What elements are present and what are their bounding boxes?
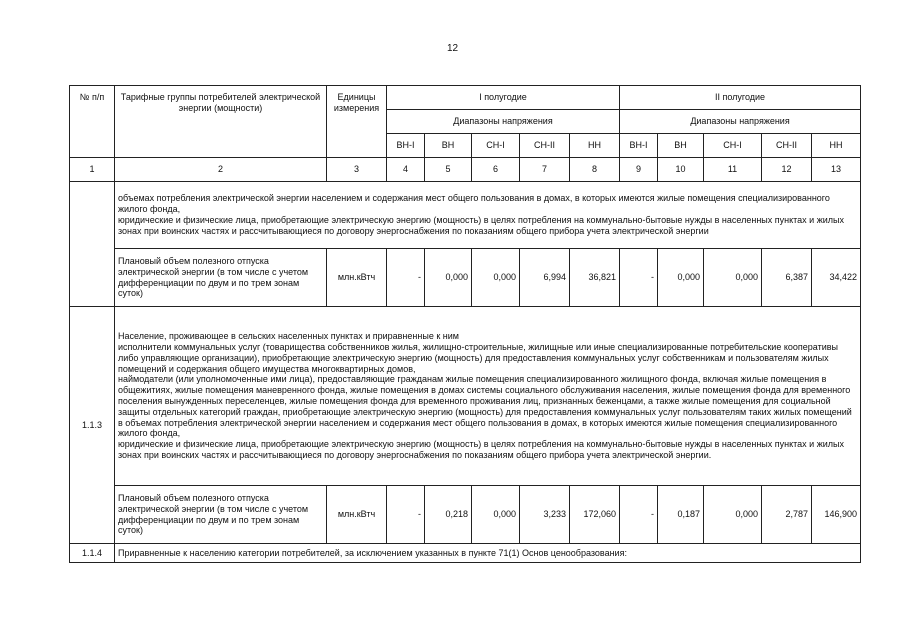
planned-volume-label: Плановый объем полезного отпуска электрической энергии (в том числе с учетом дифференциации по двум и по трем зонам суток) xyxy=(115,249,327,307)
unit-cell: млн.кВтч xyxy=(327,249,387,307)
value-cell: 6,994 xyxy=(520,249,570,307)
col-header-ranges-2: Диапазоны напряжения xyxy=(620,110,861,134)
row-description xyxy=(115,182,861,249)
col-number: 7 xyxy=(520,158,570,182)
voltage-level: ВН-I xyxy=(387,134,425,158)
col-number: 9 xyxy=(620,158,658,182)
value-cell: - xyxy=(387,486,425,544)
description-line: Приравненные к населению категории потребителей, за исключением указанных в пункте 71(1) Основ ценообразования: xyxy=(118,547,627,558)
table-row-group-continued xyxy=(70,182,861,249)
unit-cell: млн.кВтч xyxy=(327,486,387,544)
col-number: 6 xyxy=(472,158,520,182)
value-cell: 0,000 xyxy=(704,249,762,307)
voltage-level: СН-II xyxy=(762,134,812,158)
page-number: 12 xyxy=(446,43,459,54)
row-number: 1.1.4 xyxy=(70,544,115,563)
col-header-group: Тарифные группы потребителей электрической энергии (мощности) xyxy=(115,86,327,158)
col-header-half2: II полугодие xyxy=(620,86,861,110)
voltage-level: ВН-I xyxy=(620,134,658,158)
value-cell: 0,218 xyxy=(425,486,472,544)
row-description xyxy=(115,307,861,486)
col-number: 12 xyxy=(762,158,812,182)
col-number: 8 xyxy=(570,158,620,182)
col-number: 11 xyxy=(704,158,762,182)
table-row-group-1-1-4 xyxy=(70,544,861,563)
value-cell: 2,787 xyxy=(762,486,812,544)
header-row-col-numbers xyxy=(70,158,861,182)
voltage-level: НН xyxy=(812,134,861,158)
table-row-planned xyxy=(70,486,861,544)
description-line: наймодатели (или уполномоченные ими лица), предоставляющие гражданам жилые помещения специализированного жилищного фонда, включая жилые помещения в общежитиях, жилые помещения маневренного фонда, жилые помещения в домах системы социального обслуживания населения, жилые помещения фонда для временного поселения вынужденных переселенцев, жилые помещения фонда для временного проживания лиц, признанных беженцами, а также жилые помещения для социальной защиты отдельных категорий граждан, приобретающие электрическую энергию (мощность) для предоставления коммунальных услуг пользователям таких жилых помещений в объемах потребления электрической энергии населением и содержания мест общего пользования в домах, в которых имеются жилые помещения специализированного жилого фонда, xyxy=(118,374,852,439)
col-number: 2 xyxy=(115,158,327,182)
description-line: объемах потребления электрической энергии населением и содержания мест общего пользования в домах, в которых имеются жилые помещения специализированного жилого фонда, xyxy=(118,193,830,215)
value-cell: 0,000 xyxy=(704,486,762,544)
header-row-1 xyxy=(70,86,861,110)
voltage-level: СН-I xyxy=(472,134,520,158)
value-cell: 0,187 xyxy=(658,486,704,544)
value-cell: 6,387 xyxy=(762,249,812,307)
voltage-level: НН xyxy=(570,134,620,158)
col-number: 13 xyxy=(812,158,861,182)
col-header-ranges-1: Диапазоны напряжения xyxy=(387,110,620,134)
value-cell: 172,060 xyxy=(570,486,620,544)
value-cell: 36,821 xyxy=(570,249,620,307)
row-number xyxy=(70,182,115,307)
description-line: юридические и физические лица, приобретающие электрическую энергию (мощность) в целях потребления на коммунально-бытовые нужды в населенных пунктах и жилых зонах при воинских частях и рассчитывающиеся по договору энергоснабжения по показаниям общего прибора учета электрической энергии. xyxy=(118,439,844,460)
description-line: исполнители коммунальных услуг (товарищества собственников жилья, жилищно-строительные, жилищные или иные специализированные потребительские кооперативы либо управляющие организации), приобретающие электрическую энергию (мощность) для предоставления коммунальных услуг собственникам и пользователям жилых помещений и содержания общего имущества многоквартирных домов, xyxy=(118,342,838,374)
value-cell: 34,422 xyxy=(812,249,861,307)
voltage-level: СН-I xyxy=(704,134,762,158)
voltage-level: ВН xyxy=(425,134,472,158)
col-number: 4 xyxy=(387,158,425,182)
col-number: 1 xyxy=(70,158,115,182)
description-line: Население, проживающее в сельских населенных пунктах и приравненные к ним xyxy=(118,331,459,342)
col-number: 5 xyxy=(425,158,472,182)
value-cell: 0,000 xyxy=(472,486,520,544)
voltage-level: СН-II xyxy=(520,134,570,158)
planned-volume-label: Плановый объем полезного отпуска электрической энергии (в том числе с учетом дифференциации по двум и по трем зонам суток) xyxy=(115,486,327,544)
col-header-num: № п/п xyxy=(70,86,115,158)
description-line: юридические и физические лица, приобретающие электрическую энергию (мощность) в целях потребления на коммунально-бытовые нужды в населенных пунктах и жилых зонах при воинских частях и рассчитывающиеся по договору энергоснабжения по показаниям общего прибора учета электрической энергии xyxy=(118,215,844,236)
row-description xyxy=(115,544,861,563)
table-row-group-1-1-3 xyxy=(70,307,861,486)
col-number: 3 xyxy=(327,158,387,182)
table-row-planned xyxy=(70,249,861,307)
col-number: 10 xyxy=(658,158,704,182)
value-cell: - xyxy=(620,486,658,544)
value-cell: 0,000 xyxy=(472,249,520,307)
value-cell: 3,233 xyxy=(520,486,570,544)
value-cell: 0,000 xyxy=(658,249,704,307)
value-cell: - xyxy=(620,249,658,307)
value-cell: 0,000 xyxy=(425,249,472,307)
voltage-level: ВН xyxy=(658,134,704,158)
value-cell: 146,900 xyxy=(812,486,861,544)
col-header-units: Единицы измерения xyxy=(327,86,387,158)
tariff-table xyxy=(69,85,861,563)
row-number: 1.1.3 xyxy=(70,307,115,544)
col-header-half1: I полугодие xyxy=(387,86,620,110)
value-cell: - xyxy=(387,249,425,307)
